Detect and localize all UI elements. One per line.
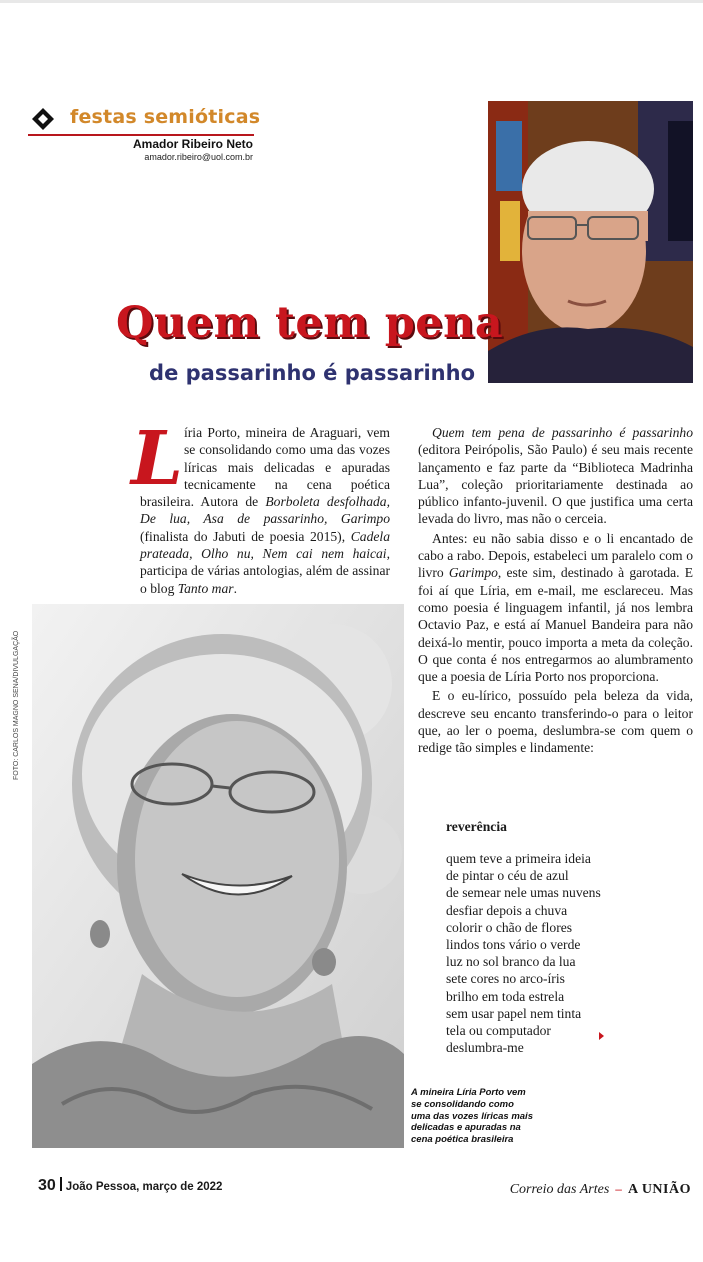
poem-line: sete cores no arco-íris xyxy=(446,971,565,987)
diamond-icon xyxy=(32,108,54,130)
paragraph xyxy=(140,424,390,597)
paragraph xyxy=(418,530,693,686)
continue-arrow-icon xyxy=(599,1032,604,1040)
poem-line: tela ou computador xyxy=(446,1023,551,1039)
poem-line: de semear nele umas nuvens xyxy=(446,885,601,901)
headline-title: Quem tem pena xyxy=(116,298,504,348)
poem xyxy=(446,850,601,1056)
poem-line: deslumbra-me xyxy=(446,1040,524,1056)
footer-left xyxy=(38,1177,222,1195)
paragraph xyxy=(418,424,693,528)
poem-line: lindos tons vário o verde xyxy=(446,937,581,953)
poet-portrait-image xyxy=(32,604,404,1148)
section-rule xyxy=(28,134,254,136)
author-name: Amador Ribeiro Neto xyxy=(132,137,253,151)
drop-cap: L xyxy=(131,416,184,502)
book-title: Quem tem pena de passarinho é passarinho xyxy=(432,425,693,440)
top-edge xyxy=(0,0,703,3)
poem-title: reverência xyxy=(446,819,507,834)
text: (editora Peirópolis, São Paulo) é seu mais recente lançamento e faz parte da “Biblioteca Madrinha Lua”, coleção prioritariamente destinada ao público infanto-juvenil. O que justifica uma certa levada do livro, mas não o cerceia. xyxy=(418,442,693,527)
footer-brand xyxy=(510,1180,691,1198)
text: (finalista do Jabuti de poesia 2015), xyxy=(140,528,351,544)
book-title: Garimpo xyxy=(448,565,498,581)
photo-credit-text: FOTO: CARLOS MAGNO SENA/DIVULGAÇÃO xyxy=(13,630,20,780)
blog-title: Tanto mar xyxy=(177,580,234,596)
main-photo xyxy=(32,604,404,1148)
poem-line: sem usar papel nem tinta xyxy=(446,1005,582,1021)
poem-line: quem teve a primeira ideia xyxy=(446,851,591,866)
text: , participa de várias antologias, além de assinar o blog xyxy=(140,546,390,596)
poem-line: de pintar o céu de azul xyxy=(446,868,569,884)
article-column-right xyxy=(418,424,693,757)
text: . xyxy=(233,580,237,596)
text: E o eu-lírico, possuído pela beleza da vida, descreve seu encanto transferindo-o para o leitor que, ao ler o poema, deslumbra-se com quem o redige tão simples e lindamente: xyxy=(418,688,693,756)
paragraph xyxy=(418,687,693,756)
poem-line: luz no sol branco da lua xyxy=(446,954,576,970)
footer-date: João Pessoa, março de 2022 xyxy=(65,1181,223,1193)
book-titles: Borboleta desfolhada, De lua, Asa de passarinho, Garimpo xyxy=(140,494,390,527)
author-portrait-image xyxy=(488,101,693,383)
poem-line: colorir o chão de flores xyxy=(446,919,573,935)
dropcap-spacer xyxy=(140,424,184,490)
author-email[interactable]: amador.ribeiro@uol.com.br xyxy=(144,152,253,162)
page-number: 30 xyxy=(38,1177,56,1194)
section-title: festas semióticas xyxy=(70,106,261,128)
footer-separator xyxy=(60,1177,62,1191)
brand-uniao: A UNIÃO xyxy=(627,1182,691,1197)
brand-separator: – xyxy=(615,1182,622,1196)
text: íria Porto, mineira de Araguari, vem se consolidando como uma das vozes líricas mais delicadas e apuradas tecnicamente na cena poética brasileira. Autora de xyxy=(140,425,390,510)
text: Antes: eu não sabia disso e o li encantado de cabo a rabo. Depois, estabeleci um paralelo com o livro xyxy=(418,530,693,581)
article-column-left xyxy=(140,424,390,597)
poem-line: brilho em toda estrela xyxy=(446,988,565,1004)
author-photo xyxy=(488,101,693,383)
photo-credit xyxy=(13,600,25,780)
text: , este sim, destinado à garotada. E foi aí que Líria, em e-mail, me esclareceu. Mas como poesia é linguagem infantil, já nos lembra Octavio Paz, e está aí Manuel Bandeira para não deixá-lo mentir, pouco importa a meta da coleção. O que conta é nos entregarmos ao alumbramento que a poesia de Líria Porto nos proporciona. xyxy=(418,565,693,685)
poem-line: desfiar depois a chuva xyxy=(446,902,568,918)
photo-caption: A mineira Líria Porto vem se consolidando como uma das vozes líricas mais delicadas e apuradas na cena poética brasileira xyxy=(411,1087,533,1146)
brand-correio: Correio das Artes xyxy=(509,1182,610,1197)
book-titles: Cadela prateada, Olho nu, Nem cai nem haicai xyxy=(140,528,390,562)
headline-subtitle: de passarinho é passarinho xyxy=(149,361,475,385)
